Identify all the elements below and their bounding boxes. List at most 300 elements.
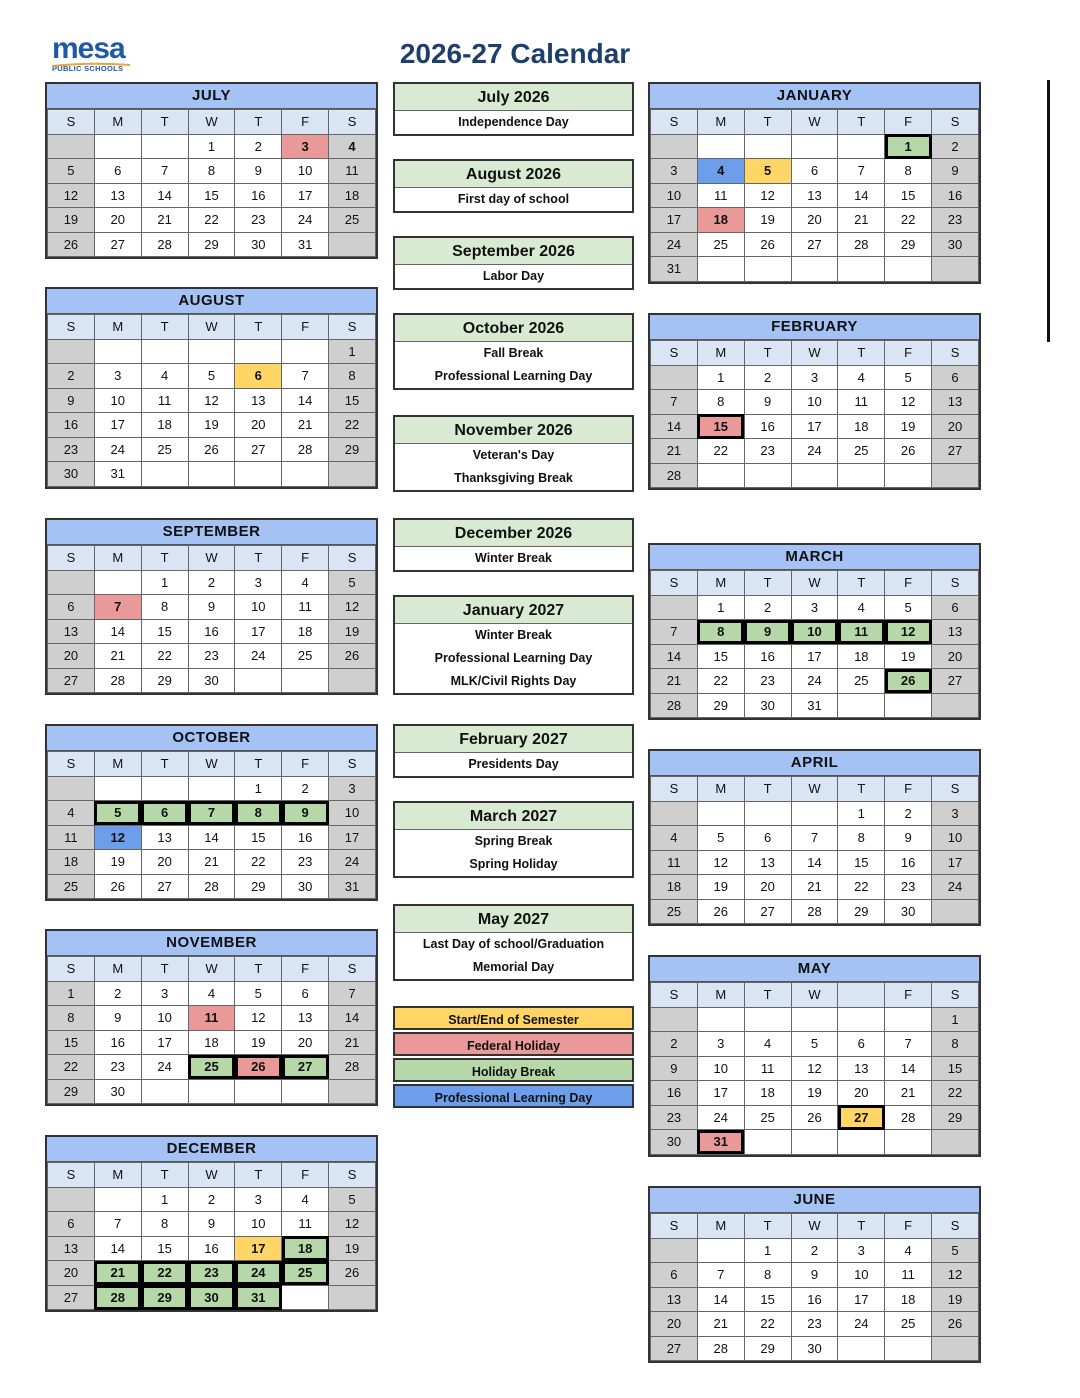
empty-cell <box>141 776 188 801</box>
day-cell: 10 <box>932 826 979 851</box>
day-cell: 14 <box>141 183 188 208</box>
weekday-header: T <box>744 110 791 135</box>
day-cell: 5 <box>885 595 932 620</box>
day-cell: 2 <box>188 1187 235 1212</box>
weekday-header: W <box>791 571 838 596</box>
day-cell: 1 <box>697 595 744 620</box>
weekday-header: S <box>932 983 979 1008</box>
day-cell: 11 <box>838 390 885 415</box>
day-cell: 2 <box>885 801 932 826</box>
weekday-header: W <box>188 110 235 135</box>
day-cell: 22 <box>697 669 744 694</box>
day-cell: 9 <box>932 159 979 184</box>
weekday-header: F <box>885 1214 932 1239</box>
day-cell: 15 <box>932 1056 979 1081</box>
day-cell: 26 <box>744 232 791 257</box>
day-cell: 22 <box>744 1312 791 1337</box>
day-cell: 24 <box>141 1055 188 1080</box>
event-box <box>393 518 634 572</box>
day-cell: 9 <box>744 390 791 415</box>
empty-cell <box>838 1007 885 1032</box>
day-cell: 8 <box>141 595 188 620</box>
day-cell: 26 <box>48 232 95 257</box>
day-cell: 3 <box>697 1032 744 1057</box>
weekday-header: S <box>651 341 698 366</box>
day-cell: 9 <box>188 595 235 620</box>
day-cell: 15 <box>697 644 744 669</box>
day-cell: 27 <box>141 874 188 899</box>
weekday-header: M <box>697 1214 744 1239</box>
day-cell: 7 <box>94 1212 141 1237</box>
day-cell: 15 <box>141 1236 188 1261</box>
day-cell: 24 <box>94 437 141 462</box>
day-cell: 13 <box>838 1056 885 1081</box>
day-cell: 7 <box>651 620 698 645</box>
day-cell: 10 <box>651 183 698 208</box>
day-cell: 13 <box>744 850 791 875</box>
weekday-header: T <box>141 752 188 777</box>
weekday-header: T <box>141 1163 188 1188</box>
day-cell: 23 <box>94 1055 141 1080</box>
day-cell: 20 <box>651 1312 698 1337</box>
day-cell: 9 <box>885 826 932 851</box>
empty-cell <box>48 1187 95 1212</box>
weekday-header: T <box>744 777 791 802</box>
logo-swoosh-icon <box>52 62 130 68</box>
day-cell: 17 <box>651 208 698 233</box>
weekday-header: S <box>48 110 95 135</box>
empty-cell <box>94 570 141 595</box>
event-month-title: August 2026 <box>395 161 632 188</box>
day-cell: 11 <box>141 388 188 413</box>
day-cell: 25 <box>188 1055 235 1080</box>
event-month-title: November 2026 <box>395 417 632 444</box>
event-box <box>393 313 634 390</box>
day-cell: 5 <box>791 1032 838 1057</box>
empty-cell <box>651 1007 698 1032</box>
day-cell: 2 <box>932 134 979 159</box>
day-cell: 28 <box>94 668 141 693</box>
day-cell: 11 <box>697 183 744 208</box>
day-cell: 13 <box>48 1236 95 1261</box>
weekday-header: T <box>838 341 885 366</box>
empty-cell <box>744 463 791 488</box>
day-cell: 21 <box>329 1030 376 1055</box>
day-cell: 4 <box>651 826 698 851</box>
event-month-title: March 2027 <box>395 803 632 830</box>
legend-item-break: Holiday Break <box>393 1058 634 1082</box>
day-cell: 14 <box>791 850 838 875</box>
day-cell: 1 <box>141 570 188 595</box>
day-cell: 26 <box>697 899 744 924</box>
month-february <box>648 313 981 490</box>
weekday-header: S <box>48 752 95 777</box>
day-cell: 15 <box>329 388 376 413</box>
weekday-header: T <box>744 571 791 596</box>
day-cell: 22 <box>141 1261 188 1286</box>
day-cell: 10 <box>791 620 838 645</box>
day-cell: 23 <box>885 875 932 900</box>
day-cell: 7 <box>94 595 141 620</box>
empty-cell <box>651 801 698 826</box>
weekday-header: T <box>235 957 282 982</box>
day-cell: 10 <box>235 595 282 620</box>
day-cell: 16 <box>744 644 791 669</box>
day-cell: 24 <box>791 669 838 694</box>
month-header: JANUARY <box>650 84 979 109</box>
day-cell: 14 <box>94 1236 141 1261</box>
weekday-header: M <box>94 315 141 340</box>
day-cell: 30 <box>651 1130 698 1155</box>
day-cell: 10 <box>697 1056 744 1081</box>
weekday-header: W <box>791 341 838 366</box>
weekday-header: W <box>791 983 838 1008</box>
day-cell: 8 <box>141 1212 188 1237</box>
day-cell: 19 <box>697 875 744 900</box>
day-cell: 5 <box>932 1238 979 1263</box>
day-cell: 17 <box>94 413 141 438</box>
empty-cell <box>329 1285 376 1310</box>
day-cell: 28 <box>282 437 329 462</box>
weekday-header <box>838 983 885 1008</box>
weekday-header: M <box>697 571 744 596</box>
day-cell: 16 <box>188 619 235 644</box>
day-cell: 29 <box>235 874 282 899</box>
day-cell: 30 <box>282 874 329 899</box>
day-cell: 4 <box>838 365 885 390</box>
day-cell: 12 <box>235 1006 282 1031</box>
day-cell: 28 <box>838 232 885 257</box>
weekday-header: M <box>697 110 744 135</box>
day-cell: 13 <box>235 388 282 413</box>
legend-item-start-end: Start/End of Semester <box>393 1006 634 1030</box>
empty-cell <box>744 257 791 282</box>
day-cell: 16 <box>651 1081 698 1106</box>
day-cell: 15 <box>697 414 744 439</box>
weekday-header: S <box>651 1214 698 1239</box>
empty-cell <box>94 134 141 159</box>
weekday-header: W <box>791 110 838 135</box>
weekday-header: S <box>651 110 698 135</box>
day-cell: 25 <box>697 232 744 257</box>
weekday-header: S <box>329 1163 376 1188</box>
day-cell: 17 <box>697 1081 744 1106</box>
event-box <box>393 595 634 695</box>
month-header: JULY <box>47 84 376 109</box>
weekday-header: T <box>838 110 885 135</box>
day-cell: 26 <box>329 644 376 669</box>
day-cell: 1 <box>48 981 95 1006</box>
day-cell: 23 <box>932 208 979 233</box>
day-cell: 23 <box>48 437 95 462</box>
day-cell: 19 <box>94 850 141 875</box>
empty-cell <box>932 693 979 718</box>
day-cell: 13 <box>48 619 95 644</box>
day-cell: 29 <box>697 693 744 718</box>
day-cell: 29 <box>141 668 188 693</box>
day-cell: 4 <box>48 801 95 826</box>
weekday-header: M <box>94 546 141 571</box>
empty-cell <box>329 232 376 257</box>
day-cell: 5 <box>744 159 791 184</box>
day-cell: 22 <box>141 644 188 669</box>
day-cell: 12 <box>188 388 235 413</box>
empty-cell <box>235 339 282 364</box>
empty-cell <box>697 801 744 826</box>
weekday-header: T <box>235 110 282 135</box>
day-cell: 3 <box>932 801 979 826</box>
weekday-header: M <box>697 341 744 366</box>
weekday-header: S <box>651 571 698 596</box>
month-header: NOVEMBER <box>47 931 376 956</box>
event-item: Labor Day <box>482 269 545 283</box>
event-month-title: January 2027 <box>395 597 632 624</box>
day-cell: 9 <box>744 620 791 645</box>
month-october <box>45 724 378 901</box>
empty-cell <box>697 1007 744 1032</box>
day-cell: 1 <box>141 1187 188 1212</box>
day-cell: 18 <box>838 644 885 669</box>
day-cell: 21 <box>697 1312 744 1337</box>
day-cell: 28 <box>188 874 235 899</box>
day-cell: 25 <box>282 1261 329 1286</box>
weekday-header: S <box>329 752 376 777</box>
weekday-header: S <box>932 777 979 802</box>
month-header: SEPTEMBER <box>47 520 376 545</box>
day-cell: 25 <box>838 439 885 464</box>
day-cell: 12 <box>791 1056 838 1081</box>
empty-cell <box>48 134 95 159</box>
day-cell: 9 <box>791 1263 838 1288</box>
day-cell: 27 <box>744 899 791 924</box>
day-cell: 6 <box>235 364 282 389</box>
day-cell: 8 <box>744 1263 791 1288</box>
event-box <box>393 415 634 492</box>
day-cell: 6 <box>932 595 979 620</box>
day-cell: 2 <box>235 134 282 159</box>
day-cell: 6 <box>791 159 838 184</box>
day-cell: 7 <box>651 390 698 415</box>
day-cell: 20 <box>932 644 979 669</box>
day-cell: 9 <box>188 1212 235 1237</box>
day-cell: 13 <box>791 183 838 208</box>
day-cell: 31 <box>651 257 698 282</box>
day-cell: 22 <box>697 439 744 464</box>
empty-cell <box>791 257 838 282</box>
day-cell: 17 <box>932 850 979 875</box>
day-cell: 14 <box>885 1056 932 1081</box>
event-item: Independence Day <box>458 115 569 129</box>
day-cell: 29 <box>885 232 932 257</box>
empty-cell <box>235 1079 282 1104</box>
event-item: Presidents Day <box>468 757 559 771</box>
day-cell: 9 <box>48 388 95 413</box>
day-cell: 11 <box>329 159 376 184</box>
day-cell: 3 <box>329 776 376 801</box>
day-cell: 1 <box>188 134 235 159</box>
mesa-logo <box>52 32 132 76</box>
empty-cell <box>48 776 95 801</box>
day-cell: 21 <box>791 875 838 900</box>
day-cell: 28 <box>697 1336 744 1361</box>
day-cell: 16 <box>791 1287 838 1312</box>
day-cell: 18 <box>48 850 95 875</box>
day-cell: 30 <box>885 899 932 924</box>
day-cell: 28 <box>651 693 698 718</box>
day-cell: 19 <box>48 208 95 233</box>
empty-cell <box>791 134 838 159</box>
empty-cell <box>651 595 698 620</box>
day-cell: 11 <box>651 850 698 875</box>
day-cell: 7 <box>188 801 235 826</box>
logo-word: mesa <box>52 32 125 65</box>
weekday-header: T <box>744 1214 791 1239</box>
day-cell: 31 <box>791 693 838 718</box>
day-cell: 20 <box>838 1081 885 1106</box>
day-cell: 19 <box>188 413 235 438</box>
day-cell: 2 <box>651 1032 698 1057</box>
day-cell: 22 <box>838 875 885 900</box>
day-cell: 14 <box>697 1287 744 1312</box>
day-cell: 13 <box>94 183 141 208</box>
day-cell: 21 <box>141 208 188 233</box>
day-cell: 6 <box>838 1032 885 1057</box>
day-cell: 18 <box>697 208 744 233</box>
day-cell: 30 <box>48 462 95 487</box>
day-cell: 26 <box>329 1261 376 1286</box>
day-cell: 21 <box>94 1261 141 1286</box>
day-cell: 13 <box>651 1287 698 1312</box>
day-cell: 3 <box>141 981 188 1006</box>
weekday-header: F <box>885 983 932 1008</box>
day-cell: 8 <box>932 1032 979 1057</box>
event-box <box>393 724 634 778</box>
month-august <box>45 287 378 489</box>
day-cell: 27 <box>651 1336 698 1361</box>
day-cell: 30 <box>744 693 791 718</box>
day-cell: 4 <box>838 595 885 620</box>
day-cell: 20 <box>235 413 282 438</box>
day-cell: 23 <box>744 439 791 464</box>
month-header: DECEMBER <box>47 1137 376 1162</box>
day-cell: 24 <box>932 875 979 900</box>
day-cell: 22 <box>932 1081 979 1106</box>
month-header: MARCH <box>650 545 979 570</box>
month-september <box>45 518 378 695</box>
day-cell: 20 <box>48 1261 95 1286</box>
weekday-header: W <box>791 1214 838 1239</box>
day-cell: 25 <box>885 1312 932 1337</box>
day-cell: 4 <box>282 570 329 595</box>
weekday-header: T <box>235 546 282 571</box>
day-cell: 25 <box>282 644 329 669</box>
day-cell: 26 <box>885 669 932 694</box>
empty-cell <box>697 134 744 159</box>
day-cell: 7 <box>282 364 329 389</box>
empty-cell <box>697 463 744 488</box>
day-cell: 24 <box>791 439 838 464</box>
month-header: FEBRUARY <box>650 315 979 340</box>
day-cell: 12 <box>885 390 932 415</box>
day-cell: 15 <box>188 183 235 208</box>
day-cell: 21 <box>282 413 329 438</box>
empty-cell <box>885 1130 932 1155</box>
month-header: APRIL <box>650 751 979 776</box>
page-title: 2026-27 Calendar <box>399 38 631 69</box>
day-cell: 30 <box>94 1079 141 1104</box>
day-cell: 31 <box>329 874 376 899</box>
day-cell: 29 <box>48 1079 95 1104</box>
day-cell: 29 <box>744 1336 791 1361</box>
day-cell: 16 <box>235 183 282 208</box>
empty-cell <box>329 1079 376 1104</box>
day-cell: 14 <box>651 644 698 669</box>
day-cell: 28 <box>329 1055 376 1080</box>
day-cell: 28 <box>651 463 698 488</box>
empty-cell <box>885 1007 932 1032</box>
empty-cell <box>885 1336 932 1361</box>
day-cell: 26 <box>932 1312 979 1337</box>
day-cell: 6 <box>282 981 329 1006</box>
day-cell: 17 <box>235 619 282 644</box>
day-cell: 20 <box>744 875 791 900</box>
weekday-header: F <box>282 1163 329 1188</box>
empty-cell <box>282 1079 329 1104</box>
day-cell: 31 <box>94 462 141 487</box>
empty-cell <box>744 1130 791 1155</box>
day-cell: 19 <box>885 414 932 439</box>
month-may <box>648 955 981 1157</box>
day-cell: 20 <box>48 644 95 669</box>
empty-cell <box>188 776 235 801</box>
day-cell: 11 <box>48 825 95 850</box>
weekday-header: M <box>94 110 141 135</box>
day-cell: 18 <box>329 183 376 208</box>
empty-cell <box>651 365 698 390</box>
day-cell: 6 <box>94 159 141 184</box>
empty-cell <box>885 463 932 488</box>
day-cell: 7 <box>697 1263 744 1288</box>
event-item: Professional Learning Day <box>434 651 593 665</box>
day-cell: 3 <box>282 134 329 159</box>
day-cell: 24 <box>651 232 698 257</box>
day-cell: 16 <box>94 1030 141 1055</box>
day-cell: 2 <box>791 1238 838 1263</box>
weekday-header: T <box>838 571 885 596</box>
day-cell: 19 <box>791 1081 838 1106</box>
weekday-header: F <box>282 752 329 777</box>
weekday-header: T <box>744 341 791 366</box>
weekday-header: S <box>48 1163 95 1188</box>
day-cell: 31 <box>282 232 329 257</box>
empty-cell <box>94 339 141 364</box>
day-cell: 26 <box>235 1055 282 1080</box>
event-month-title: September 2026 <box>395 238 632 265</box>
day-cell: 12 <box>932 1263 979 1288</box>
day-cell: 3 <box>791 365 838 390</box>
day-cell: 8 <box>329 364 376 389</box>
weekday-header: S <box>932 1214 979 1239</box>
weekday-header: F <box>282 957 329 982</box>
day-cell: 4 <box>188 981 235 1006</box>
day-cell: 8 <box>885 159 932 184</box>
day-cell: 21 <box>838 208 885 233</box>
day-cell: 5 <box>48 159 95 184</box>
empty-cell <box>791 1007 838 1032</box>
weekday-header: F <box>282 546 329 571</box>
day-cell: 6 <box>744 826 791 851</box>
month-header: JUNE <box>650 1188 979 1213</box>
